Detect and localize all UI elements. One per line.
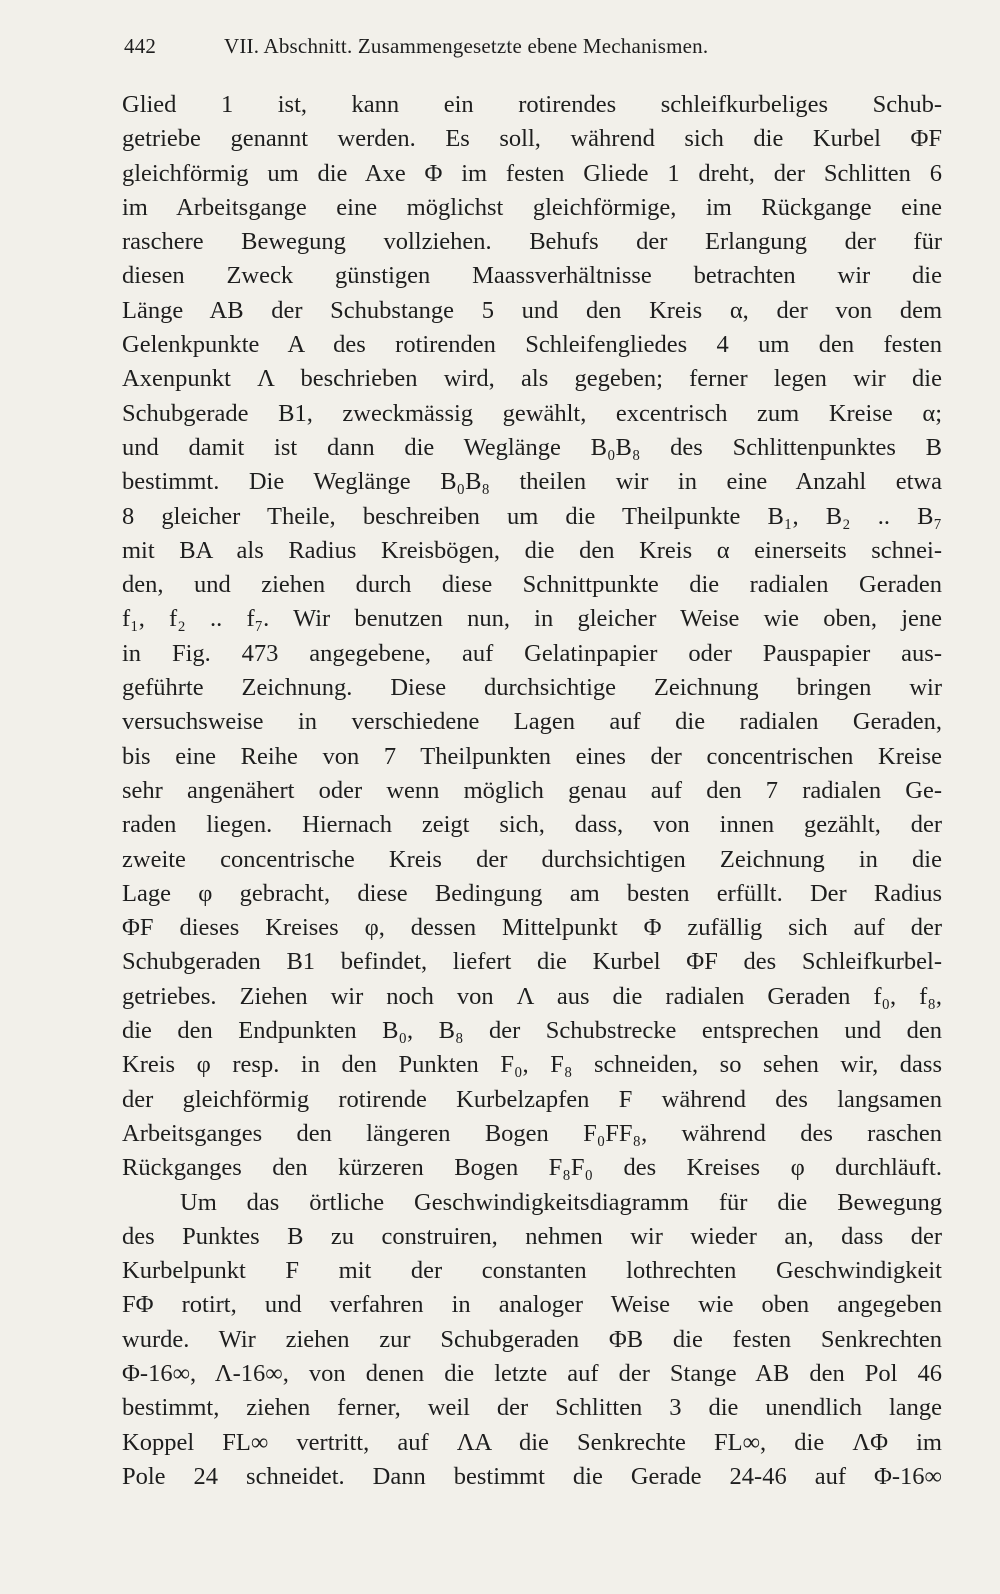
text-line: der gleichförmig rotirende Kurbelzapfen F während des langsamen [122, 1085, 942, 1113]
text-line: Länge AB der Schubstange 5 und den Kreis α, der von dem [122, 296, 942, 324]
text-line: wurde. Wir ziehen zur Schubgeraden ΦB die festen Senkrechten [122, 1325, 942, 1353]
running-title: VII. Abschnitt. Zusammengesetzte ebene Mechanismen. [224, 34, 709, 58]
text-line: Arbeitsganges den längeren Bogen F₀FF₈, während des raschen [122, 1119, 942, 1147]
paragraph [122, 88, 942, 1186]
text-line: Gelenkpunkte A des rotirenden Schleifengliedes 4 um den festen [122, 331, 942, 359]
text-line: im Arbeitsgange eine möglichst gleichförmige, im Rückgange eine [122, 193, 942, 221]
text-line: Koppel FL∞ vertritt, auf ΛA die Senkrechte FL∞, die ΛΦ im [122, 1428, 942, 1456]
text-line: raden liegen. Hiernach zeigt sich, dass, von innen gezählt, der [122, 811, 942, 839]
body-text [122, 88, 942, 1494]
text-line: gleichförmig um die Axe Φ im festen Gliede 1 dreht, der Schlitten 6 [122, 159, 942, 187]
text-line: Φ-16∞, Λ-16∞, von denen die letzte auf der Stange AB den Pol 46 [122, 1359, 942, 1387]
text-line: bestimmt, ziehen ferner, weil der Schlitten 3 die unendlich lange [122, 1394, 942, 1422]
paragraph [122, 1186, 942, 1495]
text-line: Um das örtliche Geschwindigkeitsdiagramm für die Bewegung [180, 1188, 942, 1216]
running-header [124, 34, 944, 59]
text-line: 8 gleicher Theile, beschreiben um die Theilpunkte B₁, B₂ .. B₇ [122, 502, 942, 530]
text-line: Glied 1 ist, kann ein rotirendes schleifkurbeliges Schub- [122, 91, 942, 118]
text-line: Schubgerade B1, zweckmässig gewählt, excentrisch zum Kreise α; [122, 399, 942, 427]
text-line: getriebe genannt werden. Es soll, während sich die Kurbel ΦF [122, 125, 942, 153]
text-line: raschere Bewegung vollziehen. Behufs der Erlangung der für [122, 228, 942, 256]
text-line: Rückganges den kürzeren Bogen F₈F₀ des Kreises φ durchläuft. [122, 1154, 942, 1182]
text-line: geführte Zeichnung. Diese durchsichtige Zeichnung bringen wir [122, 674, 942, 702]
text-line: des Punktes B zu construiren, nehmen wir wieder an, dass der [122, 1222, 942, 1250]
text-line: bis eine Reihe von 7 Theilpunkten eines der concentrischen Kreise [122, 742, 942, 770]
page-number: 442 [124, 34, 157, 58]
text-line: mit BA als Radius Kreisbögen, die den Kreis α einerseits schnei- [122, 536, 942, 564]
text-line: zweite concentrische Kreis der durchsichtigen Zeichnung in die [122, 845, 942, 873]
text-line: FΦ rotirt, und verfahren in analoger Weise wie oben angegeben [122, 1291, 942, 1319]
text-line: diesen Zweck günstigen Maassverhältnisse betrachten wir die [122, 262, 942, 290]
text-line: versuchsweise in verschiedene Lagen auf die radialen Geraden, [122, 708, 942, 736]
text-line: Axenpunkt Λ beschrieben wird, als gegeben; ferner legen wir die [122, 365, 942, 393]
text-line: ΦF dieses Kreises φ, dessen Mittelpunkt Φ zufällig sich auf der [122, 914, 942, 942]
text-line: Pole 24 schneidet. Dann bestimmt die Gerade 24-46 auf Φ-16∞ [122, 1462, 942, 1490]
text-line: und damit ist dann die Weglänge B₀B₈ des Schlittenpunktes B [122, 433, 942, 461]
text-line: sehr angenähert oder wenn möglich genau auf den 7 radialen Ge- [122, 776, 942, 804]
text-line: die den Endpunkten B₀, B₈ der Schubstrecke entsprechen und den [122, 1017, 942, 1045]
text-line: getriebes. Ziehen wir noch von Λ aus die radialen Geraden f₀, f₈, [122, 982, 942, 1010]
text-line: f₁, f₂ .. f₇. Wir benutzen nun, in gleicher Weise wie oben, jene [122, 605, 942, 633]
text-line: Kreis φ resp. in den Punkten F₀, F₈ schneiden, so sehen wir, dass [122, 1051, 942, 1079]
text-line: den, und ziehen durch diese Schnittpunkte die radialen Geraden [122, 571, 942, 599]
text-line: bestimmt. Die Weglänge B₀B₈ theilen wir in eine Anzahl etwa [122, 468, 942, 496]
text-line: in Fig. 473 angegebene, auf Gelatinpapier oder Pauspapier aus- [122, 639, 942, 667]
text-line: Kurbelpunkt F mit der constanten lothrechten Geschwindigkeit [122, 1257, 942, 1285]
text-line: Schubgeraden B1 befindet, liefert die Kurbel ΦF des Schleifkurbel- [122, 948, 942, 976]
text-line: Lage φ gebracht, diese Bedingung am besten erfüllt. Der Radius [122, 879, 942, 907]
